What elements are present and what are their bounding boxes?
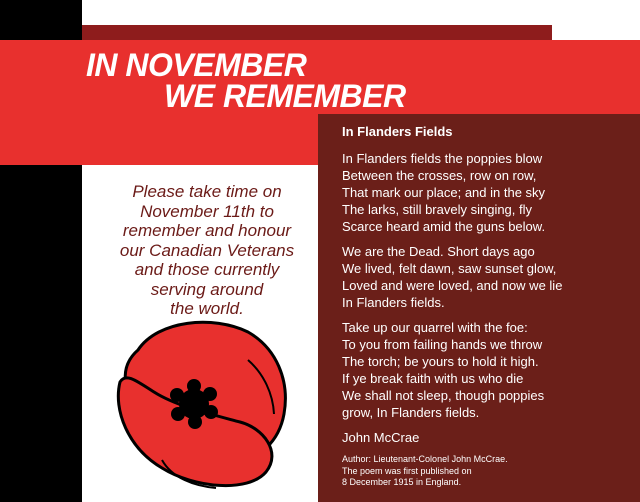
author-note-line: Author: Lieutenant-Colonel John McCrae.: [342, 454, 508, 464]
author-note: [342, 454, 630, 489]
poem-line: Scarce heard amid the guns below.: [342, 219, 546, 234]
poem-line: Loved and were loved, and now we lie: [342, 278, 563, 293]
poem-panel: [318, 114, 640, 502]
poem-author: John McCrae: [342, 430, 420, 445]
poem-line: The larks, still bravely singing, fly: [342, 202, 533, 217]
poem-line: The torch; be yours to hold it high.: [342, 354, 539, 369]
poem-stanza-1: [342, 150, 630, 235]
message-line: our Canadian Veterans: [119, 240, 295, 260]
banner-title-line-1: IN NOVEMBER: [86, 47, 307, 83]
poem-line: Between the crosses, row on row,: [342, 168, 537, 183]
poem-line: In Flanders fields.: [342, 295, 445, 310]
poem-stanza-2: [342, 243, 630, 311]
message-line: serving around: [150, 279, 264, 299]
poem-line: If ye break faith with us who die: [342, 371, 524, 386]
author-note-line: 8 December 1915 in England.: [342, 477, 462, 487]
poem-line: In Flanders fields the poppies blow: [342, 151, 543, 166]
message-line: November 11th to: [140, 201, 274, 221]
poem-stanza-3: [342, 319, 630, 421]
poem-line: grow, In Flanders fields.: [342, 405, 480, 420]
remembrance-message: [110, 182, 304, 319]
message-line: remember and honour: [122, 221, 292, 240]
message-line: Please take time on: [132, 182, 282, 201]
poem-line: We lived, felt dawn, saw sunset glow,: [342, 261, 557, 276]
message-line: the world.: [170, 299, 244, 318]
poem-title: In Flanders Fields: [342, 124, 453, 139]
author-note-line: The poem was first published on: [342, 465, 472, 476]
message-line: and those currently: [134, 260, 280, 279]
banner-title: [86, 47, 406, 114]
poem-line: That mark our place; and in the sky: [342, 185, 546, 200]
poem-line: To you from failing hands we throw: [342, 337, 543, 352]
poem-line: Take up our quarrel with the foe:: [342, 320, 528, 335]
poem-line: We are the Dead. Short days ago: [342, 244, 535, 259]
poem-line: We shall not sleep, though poppies: [342, 388, 545, 403]
poppy-flower-icon: [98, 310, 298, 495]
banner-title-line-2: WE REMEMBER: [164, 78, 406, 114]
